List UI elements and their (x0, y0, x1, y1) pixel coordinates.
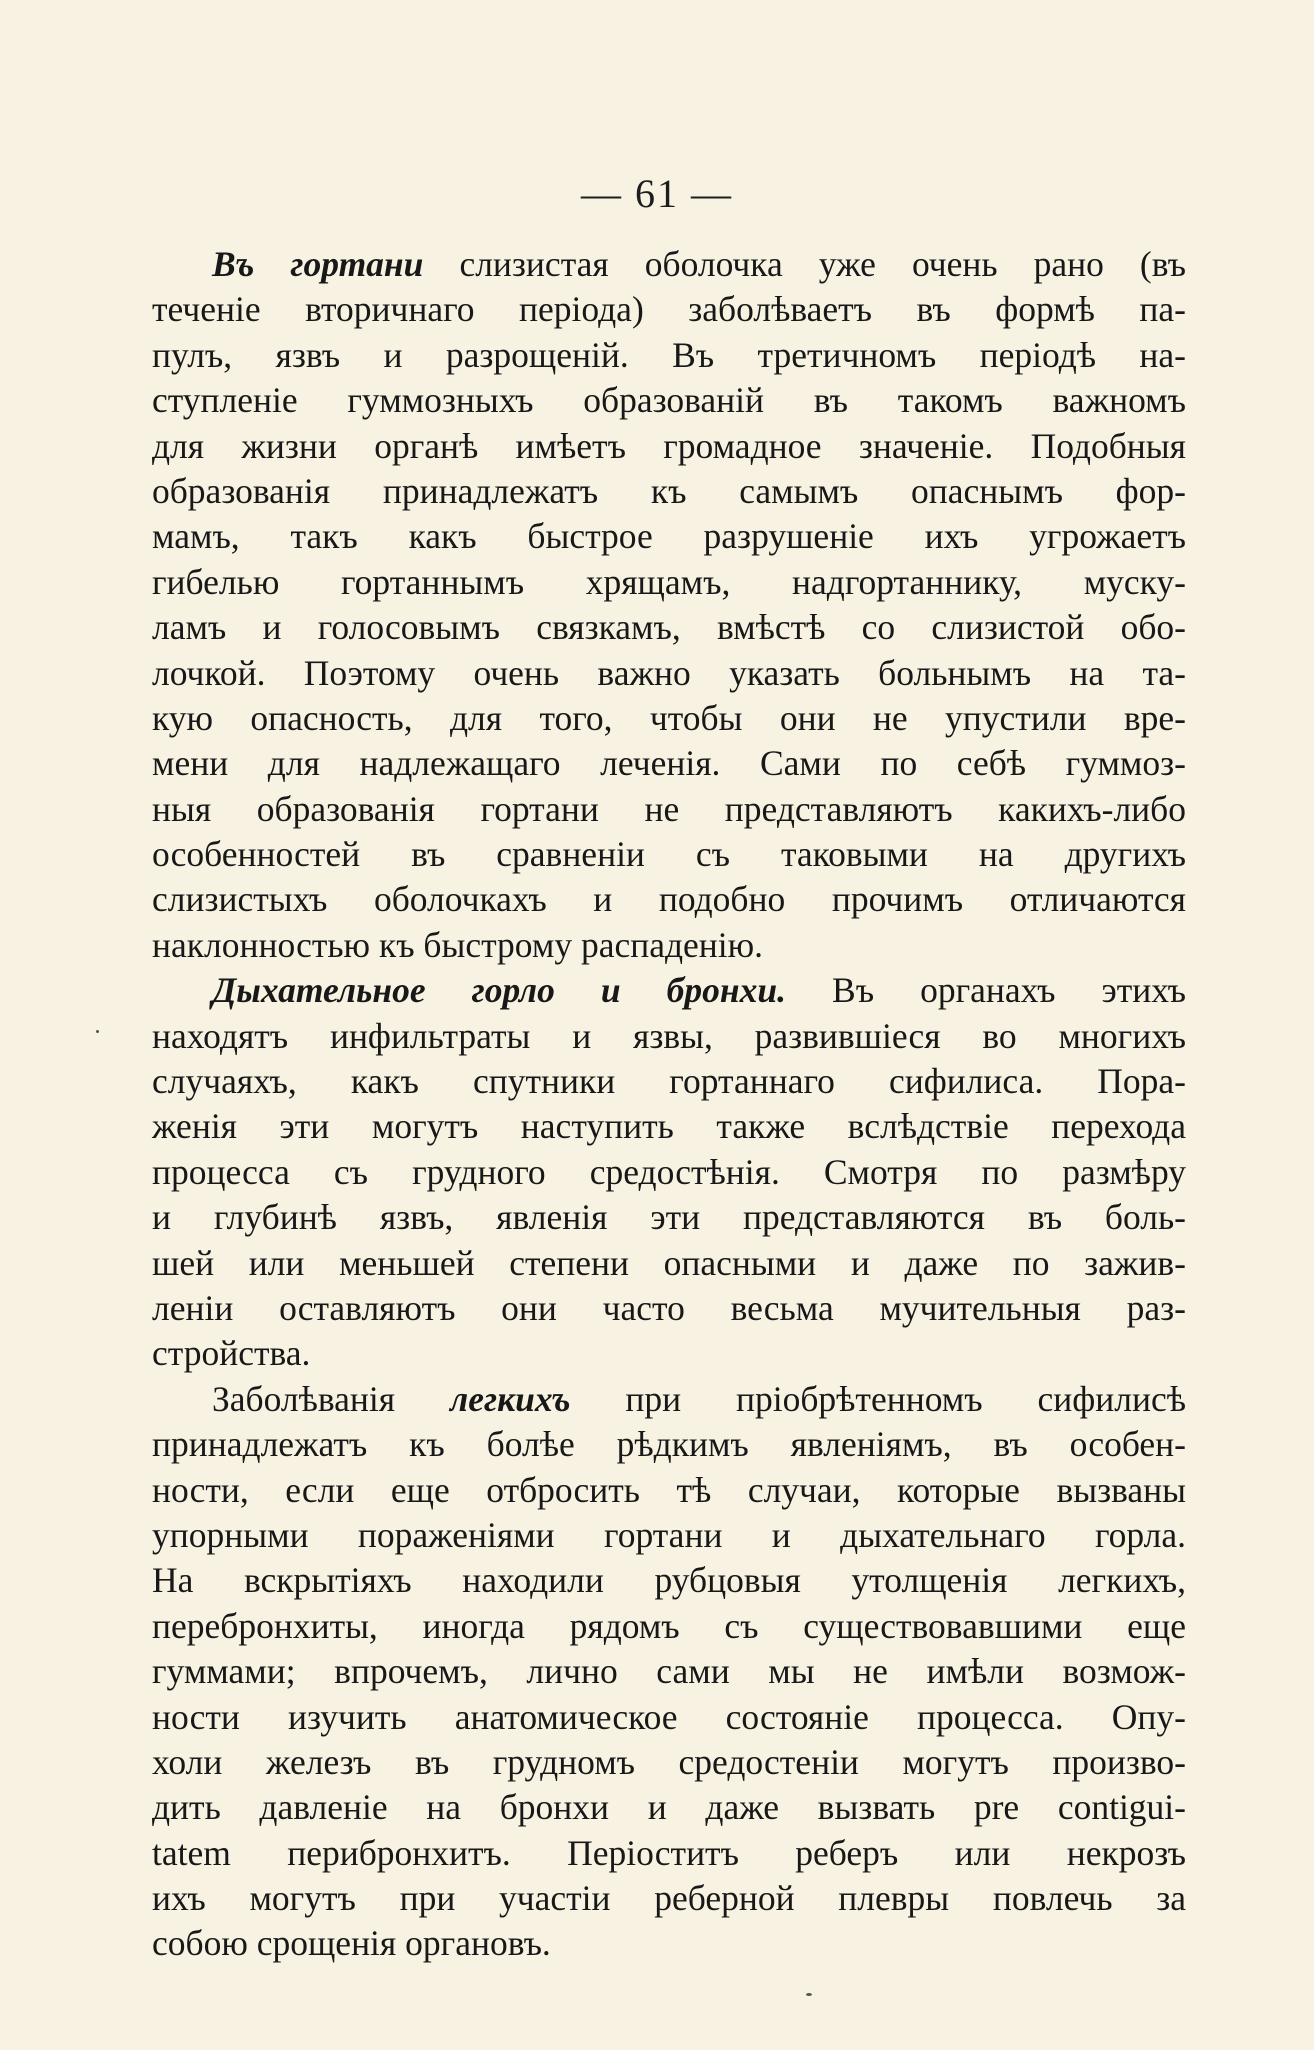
text-line: и глубинѣ язвъ, явленія эти представляются въ боль- (152, 1197, 1186, 1238)
text-line: для жизни органѣ имѣетъ громадное значеніе. Подобныя (152, 425, 1186, 466)
page-number: — 61 — (581, 171, 733, 216)
text-line: шей или меньшей степени опасными и даже по зажив- (152, 1242, 1186, 1283)
line-text: Въ органахъ этихъ (785, 970, 1186, 1011)
text-line: ности, если еще отбросить тѣ случаи, которые вызваны (152, 1469, 1186, 1510)
text-line: мамъ, такъ какъ быстрое разрушеніе ихъ угрожаетъ (152, 516, 1186, 557)
text-line (152, 1377, 1186, 1422)
text-line: находятъ инфильтраты и язвы, развившіеся во многихъ (152, 1015, 1186, 1056)
italic-phrase: Дыхательное горло и бронхи. (212, 970, 786, 1011)
text-line: слизистыхъ оболочкахъ и подобно прочимъ отличаются (152, 879, 1186, 920)
text-line: ности изучить анатомическое состояніе процесса. Опу- (152, 1696, 1186, 1737)
text-line: мени для надлежащаго леченія. Сами по себѣ гуммоз- (152, 743, 1186, 784)
paper-speck (96, 1030, 99, 1033)
text-line: tatem перибронхитъ. Періоститъ реберъ или некрозъ (152, 1832, 1186, 1873)
line-text: при пріобрѣтенномъ сифилисѣ (570, 1378, 1186, 1419)
text-line: собою срощенія органовъ. (152, 1923, 551, 1964)
text-line: кую опасность, для того, чтобы они не упустили вре- (152, 697, 1186, 738)
text-line: теченіе вторичнаго періода) заболѣваетъ въ формѣ па- (152, 289, 1186, 330)
paper-speck (806, 1993, 812, 1996)
body-text (152, 242, 1186, 1967)
text-line: лочкой. Поэтому очень важно указать больнымъ на та- (152, 652, 1186, 693)
text-line: случаяхъ, какъ спутники гортаннаго сифилиса. Пора- (152, 1061, 1186, 1102)
italic-phrase: легкихъ (450, 1378, 571, 1419)
text-line: холи железъ въ грудномъ средостеніи могутъ произво- (152, 1741, 1186, 1782)
text-line: упорными пораженіями гортани и дыхательнаго горла. (152, 1514, 1186, 1555)
line-text: Заболѣванія (212, 1378, 451, 1419)
text-line: стройства. (152, 1333, 311, 1374)
text-line: ныя образованія гортани не представляютъ какихъ-либо (152, 788, 1186, 829)
text-line: женія эти могутъ наступить также вслѣдствіе перехода (152, 1106, 1186, 1147)
text-line: дить давленіе на бронхи и даже вызвать pre contigui- (152, 1787, 1186, 1828)
italic-phrase: Въ гортани (212, 244, 424, 284)
text-line: леніи оставляютъ они часто весьма мучительныя раз- (152, 1287, 1186, 1328)
text-line: гибелью гортаннымъ хрящамъ, надгортаннику, муску- (152, 561, 1186, 602)
text-line: На вскрытіяхъ находили рубцовыя утолщенія легкихъ, (152, 1560, 1186, 1601)
text-line: наклонностью къ быстрому распаденію. (152, 924, 764, 965)
text-line: принадлежатъ къ болѣе рѣдкимъ явленіямъ, въ особен- (152, 1424, 1186, 1465)
text-line: перебронхиты, иногда рядомъ съ существовавшими еще (152, 1605, 1186, 1646)
text-line: процесса съ грудного средостѣнія. Смотря по размѣру (152, 1151, 1186, 1192)
text-line (152, 242, 1186, 287)
text-line: ихъ могутъ при участіи реберной плевры повлечь за (152, 1878, 1186, 1919)
text-line: гуммами; впрочемъ, лично сами мы не имѣли возмож- (152, 1651, 1186, 1692)
text-line: ступленіе гуммозныхъ образованій въ такомъ важномъ (152, 380, 1186, 421)
text-line: ламъ и голосовымъ связкамъ, вмѣстѣ со слизистой обо- (152, 607, 1186, 648)
text-line: образованія принадлежатъ къ самымъ опаснымъ фор- (152, 470, 1186, 511)
line-text: слизистая оболочка уже очень рано (въ (423, 244, 1186, 284)
text-line (152, 968, 1186, 1013)
text-line: особенностей въ сравненіи съ таковыми на другихъ (152, 834, 1186, 875)
text-line: пулъ, язвъ и разрощеній. Въ третичномъ періодѣ на- (152, 334, 1186, 375)
